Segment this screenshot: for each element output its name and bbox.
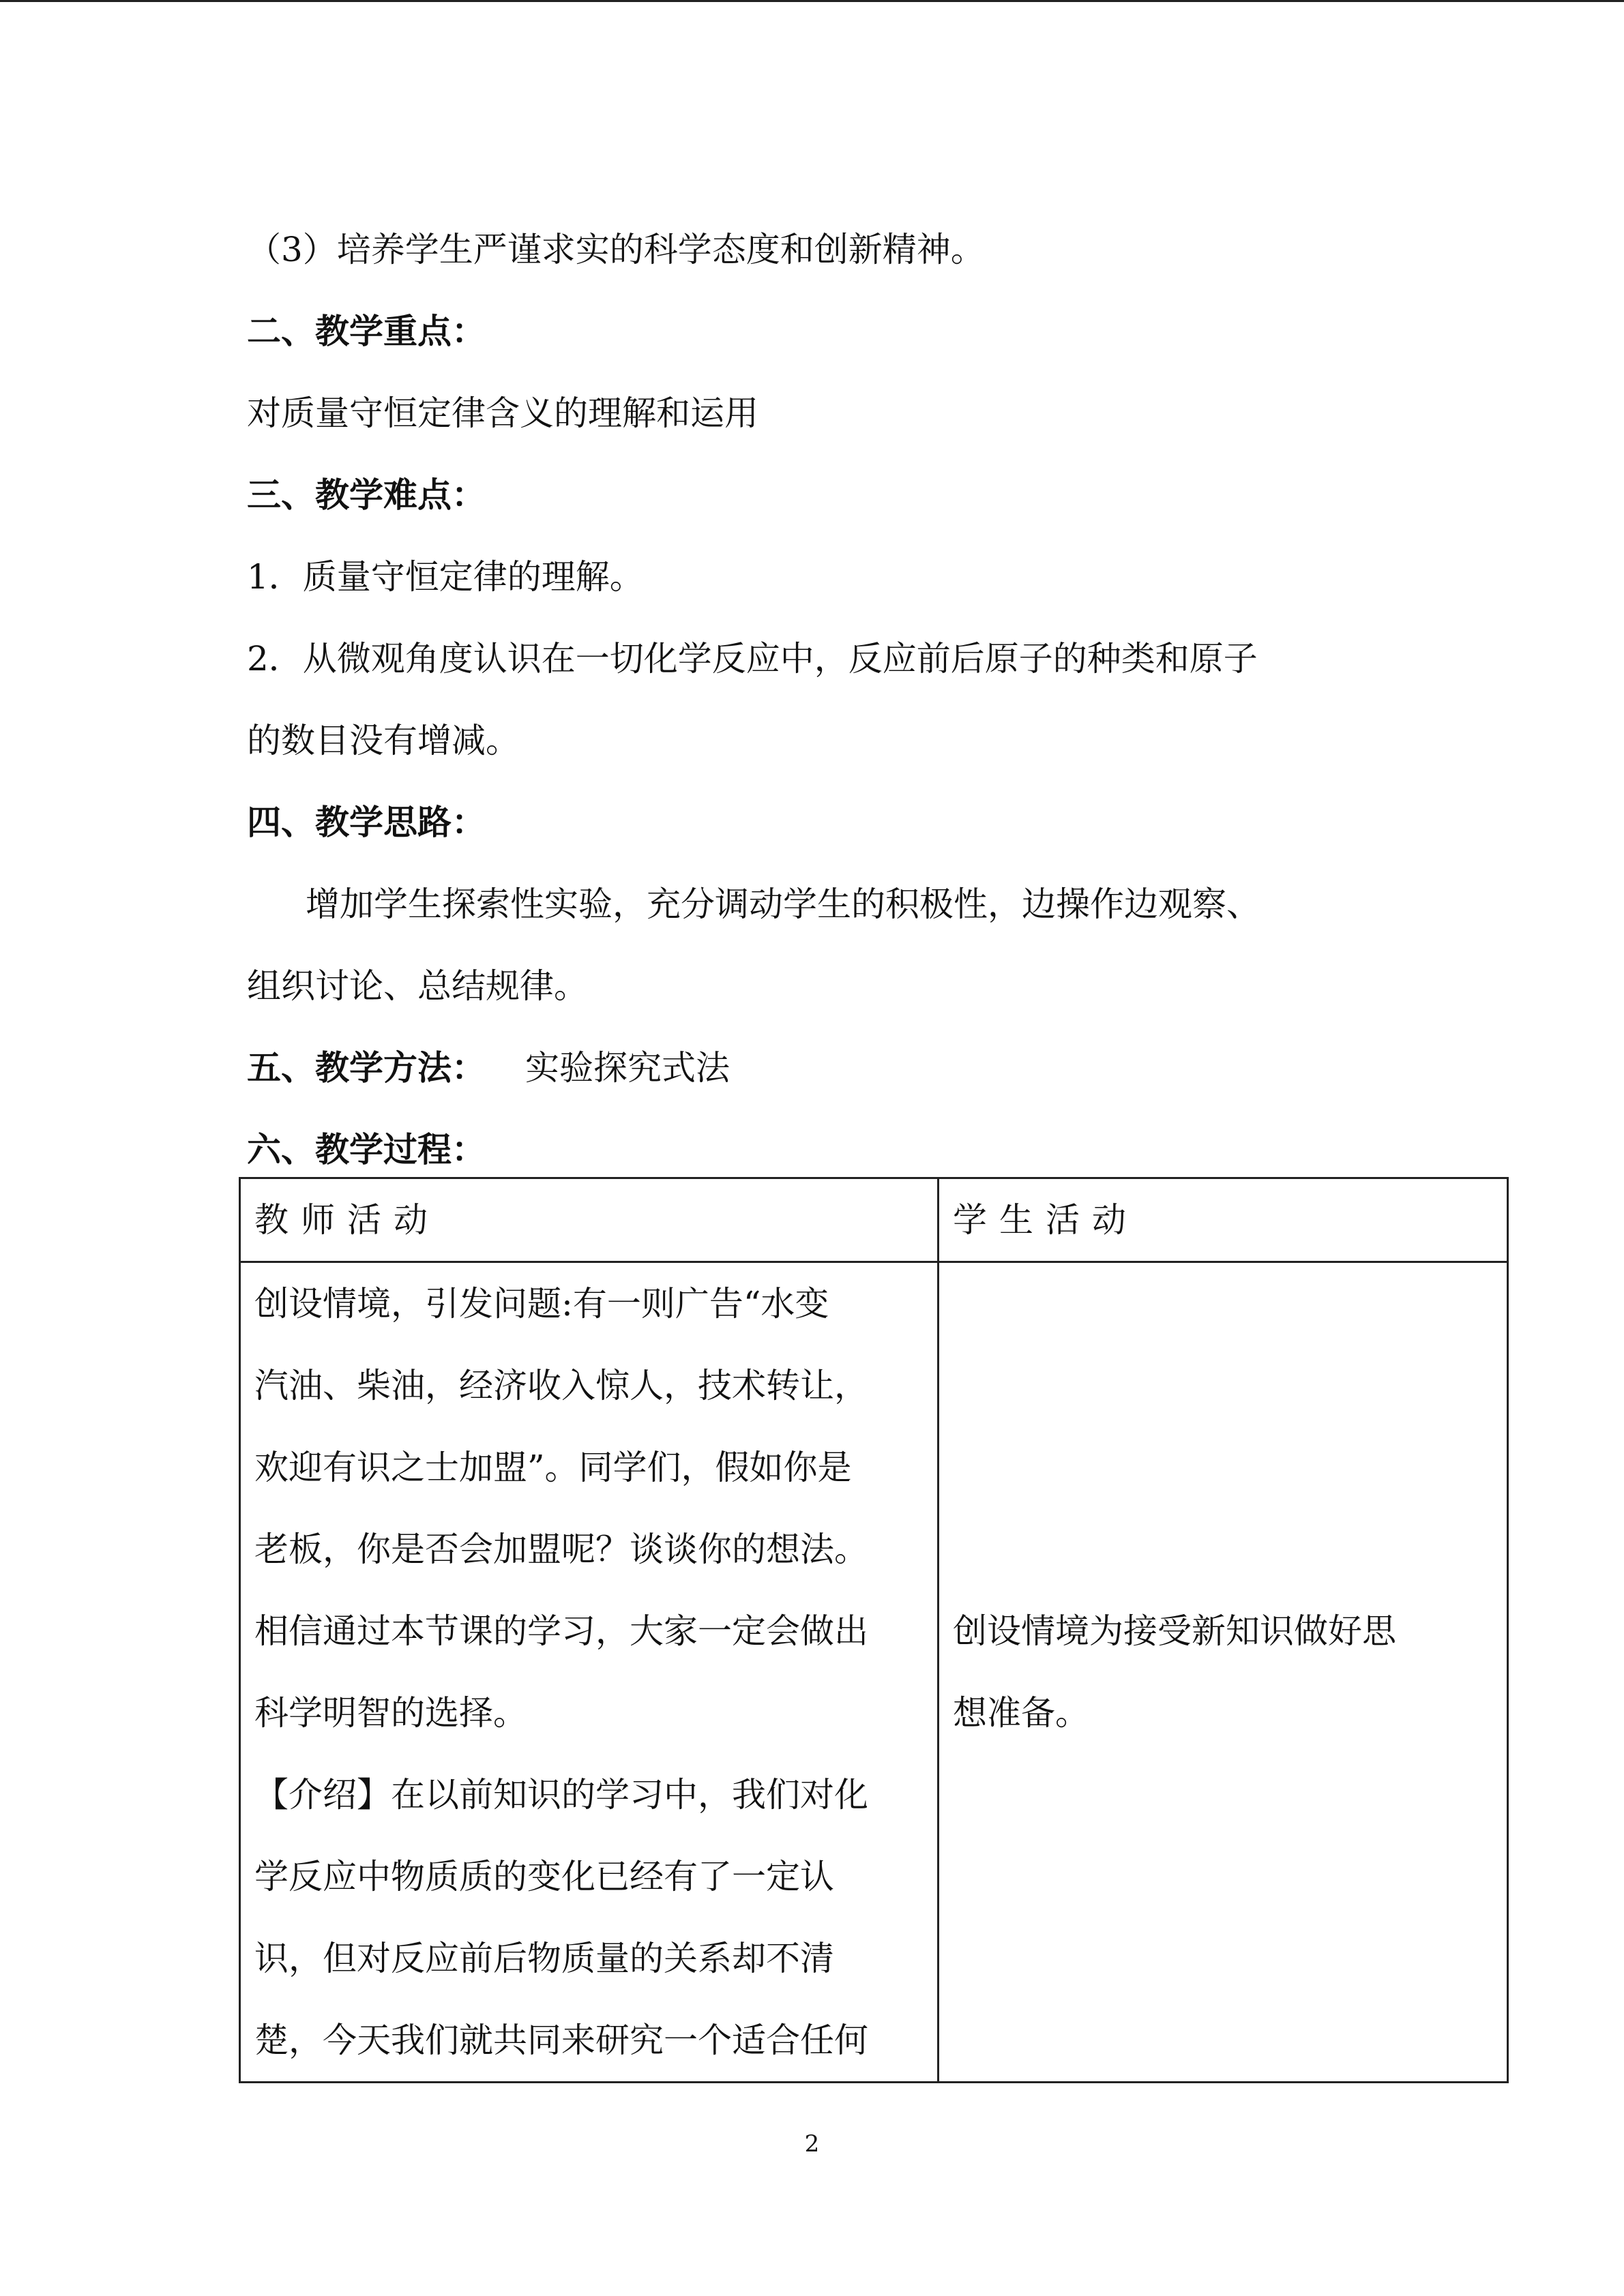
teacher-line: 识，但对反应前后物质量的关系却不清 — [254, 1939, 834, 1978]
approach-line-1: 增加学生探索性实验，充分调动学生的积极性，边操作边观察、 — [306, 884, 1260, 924]
teacher-line: 学反应中物质质的变化已经有了一定认 — [254, 1857, 834, 1896]
key-points-text: 对质量守恒定律含义的理解和运用 — [247, 393, 758, 433]
heading-key-points: 二、教学重点： — [247, 311, 486, 351]
difficulty-1: 1．质量守恒定律的理解。 — [247, 557, 644, 597]
teacher-line: 创设情境，引发问题:有一则广告“水变 — [254, 1284, 829, 1324]
approach-line-2: 组织讨论、总结规律。 — [247, 966, 588, 1006]
page-top-border — [0, 0, 1624, 2]
heading-approach: 四、教学思路： — [247, 802, 486, 842]
method-text: 实验探究式法 — [525, 1048, 730, 1088]
teacher-line: 【介绍】在以前知识的学习中，我们对化 — [254, 1775, 868, 1815]
teacher-line: 科学明智的选择。 — [254, 1693, 527, 1733]
header-student-activity: 学生活动 — [939, 1178, 1508, 1262]
teacher-line: 楚，今天我们就共同来研究一个适合任何 — [254, 2021, 868, 2060]
student-activity-cell — [939, 1262, 1508, 2083]
difficulty-2-line-1: 2．从微观角度认识在一切化学反应中，反应前后原子的种类和原子 — [247, 639, 1258, 679]
heading-method: 五、教学方法： — [247, 1047, 486, 1088]
student-line: 想准备。 — [953, 1693, 1089, 1733]
table-header-row — [240, 1178, 1508, 1262]
teacher-line: 老板，你是否会加盟呢？谈谈你的想法。 — [254, 1530, 868, 1569]
student-line: 创设情境为接受新知识做好思 — [953, 1611, 1396, 1651]
method-row — [247, 1047, 730, 1088]
teacher-line: 汽油、柴油，经济收入惊人，技术转让， — [254, 1366, 868, 1405]
table-row — [240, 1262, 1508, 2083]
header-teacher-activity: 教师活动 — [240, 1178, 939, 1262]
teacher-line: 欢迎有识之士加盟”。同学们，假如你是 — [254, 1448, 852, 1487]
teaching-process-table — [239, 1177, 1509, 2083]
heading-process: 六、教学过程： — [247, 1129, 486, 1169]
page-number: 2 — [804, 2130, 820, 2158]
teacher-activity-cell — [240, 1262, 939, 2083]
heading-difficulties: 三、教学难点： — [247, 475, 486, 515]
objective-3-line: （3）培养学生严谨求实的科学态度和创新精神。 — [247, 230, 985, 269]
student-cell-spacer — [953, 1263, 1493, 1590]
difficulty-2-line-2: 的数目没有增减。 — [247, 721, 520, 760]
teacher-line: 相信通过本节课的学习，大家一定会做出 — [254, 1611, 868, 1651]
